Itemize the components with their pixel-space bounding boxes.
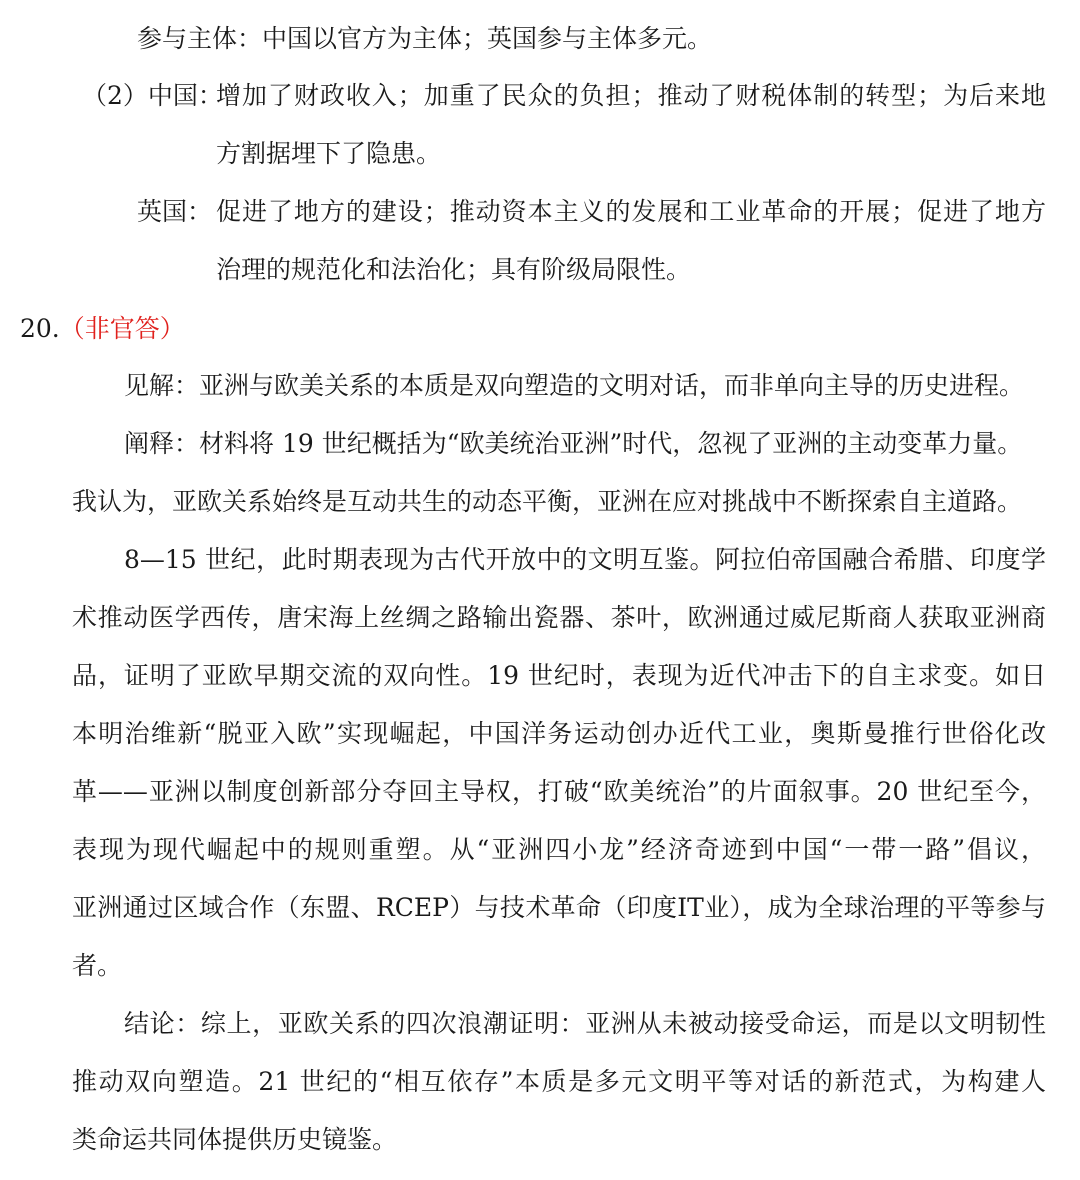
explanation-line-1: 阐释：材料将 19 世纪概括为“欧美统治亚洲”时代，忽视了亚洲的主动变革力量。: [124, 429, 1023, 458]
body-line-8: 者。: [72, 951, 123, 980]
body-line-5: 革——亚洲以制度创新部分夺回主导权，打破“欧美统治”的片面叙事。20 世纪至今，: [72, 777, 1046, 806]
explanation-line-2: 我认为，亚欧关系始终是互动共生的动态平衡，亚洲在应对挑战中不断探索自主道路。: [72, 487, 1023, 516]
conclusion-line-1: 结论：综上，亚欧关系的四次浪潮证明：亚洲从未被动接受命运，而是以文明韧性: [124, 1009, 1046, 1038]
uk-label: 英国：: [137, 197, 213, 226]
unofficial-answer-tag: （非官答）: [59, 314, 185, 343]
question-number: 20.: [20, 314, 60, 343]
viewpoint-line: 见解：亚洲与欧美关系的本质是双向塑造的文明对话，而非单向主导的历史进程。: [124, 371, 1025, 400]
uk-line-2: 治理的规范化和法治化；具有阶级局限性。: [216, 255, 692, 284]
part2-china-line-1: 增加了财政收入；加重了民众的负担；推动了财税体制的转型；为后来地: [216, 81, 1046, 110]
part2-label: （2）中国：: [82, 81, 223, 110]
body-line-3: 品，证明了亚欧早期交流的双向性。19 世纪时，表现为近代冲击下的自主求变。如日: [72, 661, 1046, 690]
question-20-header: [20, 312, 185, 346]
body-line-4: 本明治维新“脱亚入欧”实现崛起，中国洋务运动创办近代工业，奥斯曼推行世俗化改: [72, 719, 1046, 748]
body-line-7: 亚洲通过区域合作（东盟、RCEP）与技术革命（印度IT业），成为全球治理的平等参与: [72, 893, 1046, 922]
uk-line-1: 促进了地方的建设；推动资本主义的发展和工业革命的开展；促进了地方: [216, 197, 1046, 226]
body-line-1: 8—15 世纪，此时期表现为古代开放中的文明互鉴。阿拉伯帝国融合希腊、印度学: [124, 545, 1046, 574]
part2-china-line-2: 方割据埋下了隐患。: [216, 139, 442, 168]
conclusion-line-3: 类命运共同体提供历史镜鉴。: [72, 1125, 398, 1154]
participants-line: 参与主体：中国以官方为主体；英国参与主体多元。: [137, 24, 713, 53]
conclusion-line-2: 推动双向塑造。21 世纪的“相互依存”本质是多元文明平等对话的新范式，为构建人: [72, 1067, 1046, 1096]
body-line-2: 术推动医学西传，唐宋海上丝绸之路输出瓷器、茶叶，欧洲通过威尼斯商人获取亚洲商: [72, 603, 1046, 632]
body-line-6: 表现为现代崛起中的规则重塑。从“亚洲四小龙”经济奇迹到中国“一带一路”倡议，: [72, 835, 1046, 864]
